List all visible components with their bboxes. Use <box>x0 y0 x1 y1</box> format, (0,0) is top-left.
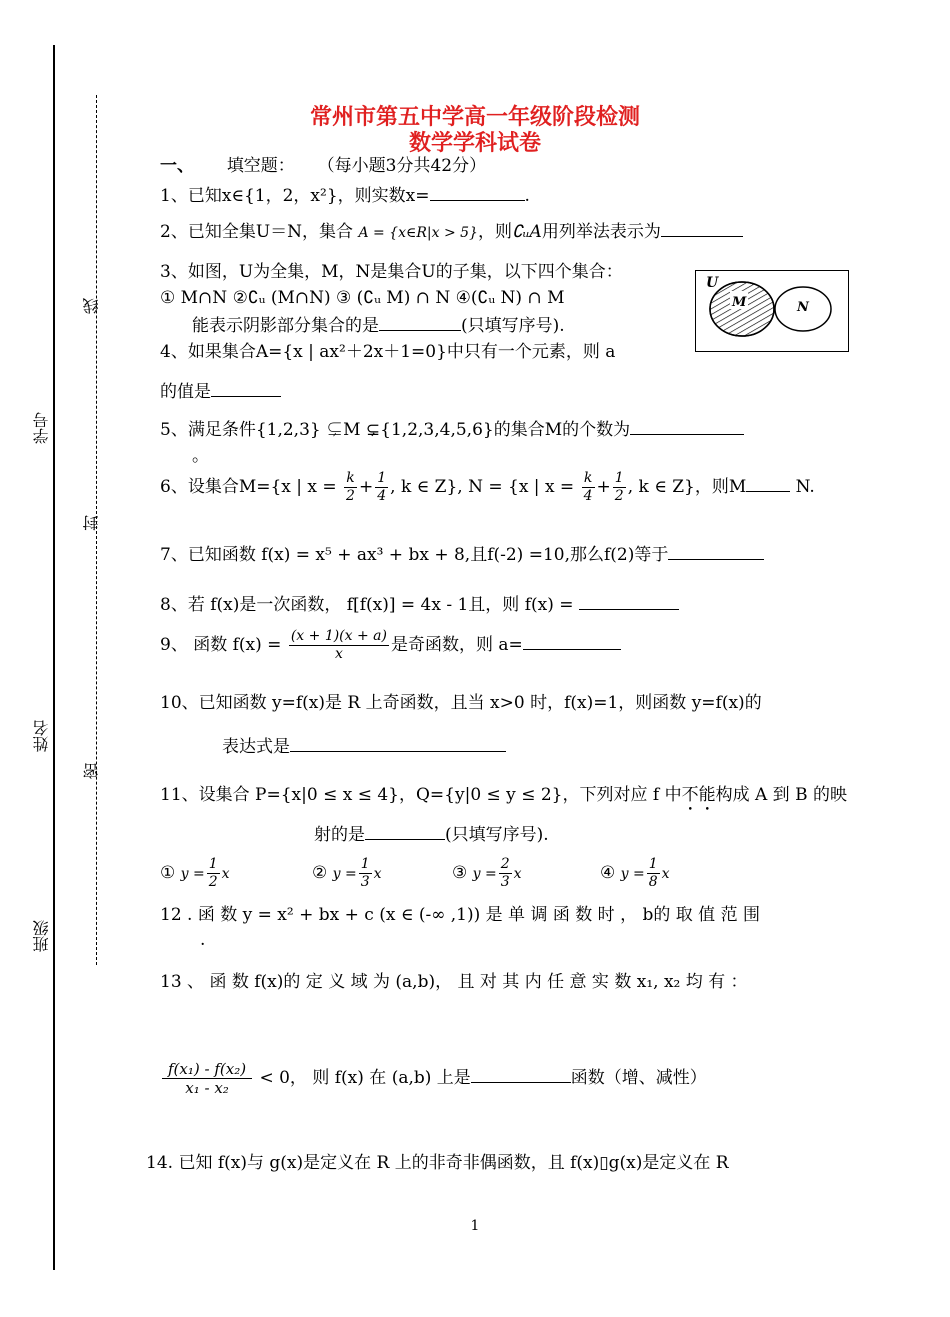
question-text: 射的是 <box>314 825 365 845</box>
question-text: 7、已知函数 f(x) = x⁵ + ax³ + bx + 8,且f(-2) =10,那么f(2)等于 <box>160 545 669 565</box>
fraction: $\frac{(x + 1)(x + a)}{x}$ <box>290 628 387 662</box>
set-expression: A = {x∈R|x > 5} <box>358 225 478 241</box>
fraction: $\frac{k}{4}$ <box>583 470 593 504</box>
exam-title: 常州市第五中学高一年级阶段检测 <box>309 105 640 130</box>
question-4-line-1: 4、如果集合A={x | ax²＋2x＋1=0}中只有一个元素，则 a <box>160 342 616 362</box>
question-text: (只填写序号). <box>461 316 565 336</box>
question-text: , k ∈ Z}，则M <box>627 476 747 497</box>
question-13-line-1: 13 、 函 数 f(x)的 定 义 域 为 (a,b)， 且 对 其 内 任 意 实 数 x₁, x₂ 均 有 ： <box>160 972 748 992</box>
venn-n-label: N <box>797 300 809 315</box>
fraction: $\frac{k}{2}$ <box>346 470 355 504</box>
question-1 <box>160 184 530 206</box>
question-text: 是奇函数，则 a= <box>390 634 523 655</box>
seal-char-line: 线 <box>82 298 101 314</box>
question-10-line-2 <box>222 735 506 757</box>
question-13-line-2 <box>160 1060 707 1097</box>
question-text: 8、若 f(x)是一次函数， f[f(x)] = 4x - 1且，则 f(x) = <box>160 595 574 615</box>
answer-blank[interactable] <box>579 593 679 610</box>
option-4[interactable]: ④ y = $\frac{1}{8}$ x <box>600 856 670 890</box>
section-note: （每小题3分共42分） <box>317 156 487 176</box>
question-text: 用列举法表示为 <box>541 222 661 242</box>
question-text: (只填写序号). <box>445 825 549 845</box>
student-id-label: 学号 <box>32 412 51 444</box>
emphasis-text: 不能 <box>681 785 716 805</box>
question-3-line-1: 3、如图，U为全集，M，N是集合U的子集，以下四个集合： <box>160 262 623 282</box>
answer-blank[interactable] <box>211 380 281 397</box>
question-4-line-2 <box>160 380 281 402</box>
binding-line <box>53 45 55 1270</box>
question-11-line-2 <box>314 823 549 845</box>
section-header <box>160 156 486 176</box>
question-9 <box>160 628 621 663</box>
question-14: 14. 已知 f(x)与 g(x)是定义在 R 上的非奇非偶函数，且 f(x)▯g(x)是定义在 R <box>146 1153 729 1173</box>
question-5-line-2: 。 <box>192 446 209 466</box>
seal-char-seal: 封 <box>82 515 101 531</box>
answer-blank[interactable] <box>523 633 621 650</box>
section-number: 一、 <box>160 156 194 176</box>
question-text: ，则 <box>477 222 512 242</box>
question-text: 1、已知x∈{1，2，x²}，则实数x= <box>160 186 430 206</box>
answer-blank[interactable] <box>746 475 790 492</box>
question-text: . <box>524 186 530 206</box>
question-8 <box>160 593 679 615</box>
complement-expression: ∁ᵤA <box>511 222 542 242</box>
answer-blank[interactable] <box>365 823 445 840</box>
question-6: 6、设集合M={x | x = $\frac{k}{2}$ + $\frac{1}{4}$ , k ∈ Z}, N = {x | x = $\frac{k}{4}$ + $\frac{1}{2}$ , k ∈ Z}，则M N. <box>160 470 815 504</box>
question-2 <box>160 220 743 242</box>
question-text: 2、已知全集U＝N，集合 <box>160 222 354 242</box>
answer-blank[interactable] <box>471 1066 571 1083</box>
fraction: $\frac{1}{2}$ <box>614 470 624 504</box>
question-text: 6、设集合M={x | x = <box>160 476 337 497</box>
venn-figure <box>696 271 848 351</box>
question-text: < 0， 则 f(x) 在 (a,b) 上是 <box>259 1068 471 1088</box>
question-text: , k ∈ Z}, N = {x | x = <box>390 476 575 497</box>
question-12-line-1: 12 . 函 数 y = x² + bx + c (x ∈ (-∞ ,1)) 是 单 调 函 数 时 ， b的 取 值 范 围 <box>160 905 760 925</box>
question-10-line-1: 10、已知函数 y=f(x)是 R 上奇函数，且当 x>0 时，f(x)=1，则函数 y=f(x)的 <box>160 693 762 713</box>
name-label: 姓名 <box>32 720 51 752</box>
answer-blank[interactable] <box>379 314 461 331</box>
exam-subtitle: 数学学科试卷 <box>408 131 541 156</box>
venn-m-label: M <box>732 295 747 310</box>
question-text: 函数（增、减性） <box>570 1068 707 1088</box>
question-12-line-2: . <box>200 930 206 950</box>
page-number: 1 <box>470 1218 480 1234</box>
question-7 <box>160 543 764 565</box>
class-label: 班级 <box>32 920 51 952</box>
question-text: 的值是 <box>160 382 211 402</box>
question-5-line-1 <box>160 418 744 440</box>
option-1[interactable]: ① y = $\frac{1}{2}$ x <box>160 856 230 890</box>
fraction: $\frac{1}{4}$ <box>377 470 387 504</box>
question-11-line-1 <box>160 785 847 815</box>
question-text: N. <box>795 476 815 497</box>
option-2[interactable]: ② y = $\frac{1}{3}$ x <box>312 856 382 890</box>
answer-blank[interactable] <box>630 418 744 435</box>
question-text: 表达式是 <box>222 737 290 757</box>
seal-char-secret: 密 <box>82 763 101 779</box>
question-text: 11、设集合 P={x|0 ≤ x ≤ 4}，Q={y|0 ≤ y ≤ 2}，下列对应 f 中 <box>160 785 682 805</box>
section-name: 填空题： <box>226 156 295 176</box>
question-text: 构成 A 到 B 的映 <box>715 785 847 805</box>
venn-u-label: U <box>706 275 719 291</box>
venn-diagram <box>695 270 849 352</box>
answer-blank[interactable] <box>290 735 506 752</box>
answer-blank[interactable] <box>661 220 743 237</box>
option-3[interactable]: ③ y = $\frac{2}{3}$ x <box>452 856 522 890</box>
fraction: $\frac{\text{f(x₁) - f(x₂)}}{\text{x₁ - x₂}}$ <box>162 1060 252 1097</box>
question-text: 5、满足条件{1,2,3} ⊊M ⊊{1,2,3,4,5,6}的集合M的个数为 <box>160 420 631 440</box>
question-text: 能表示阴影部分集合的是 <box>192 316 379 336</box>
answer-blank[interactable] <box>430 184 525 201</box>
answer-blank[interactable] <box>668 543 764 560</box>
question-3-line-3 <box>192 314 565 336</box>
question-text: 9、 函数 f(x) = <box>160 634 282 655</box>
question-3-line-2: ① M∩N ②∁ᵤ (M∩N) ③ (∁ᵤ M) ∩ N ④(∁ᵤ N) ∩ M <box>160 288 565 308</box>
